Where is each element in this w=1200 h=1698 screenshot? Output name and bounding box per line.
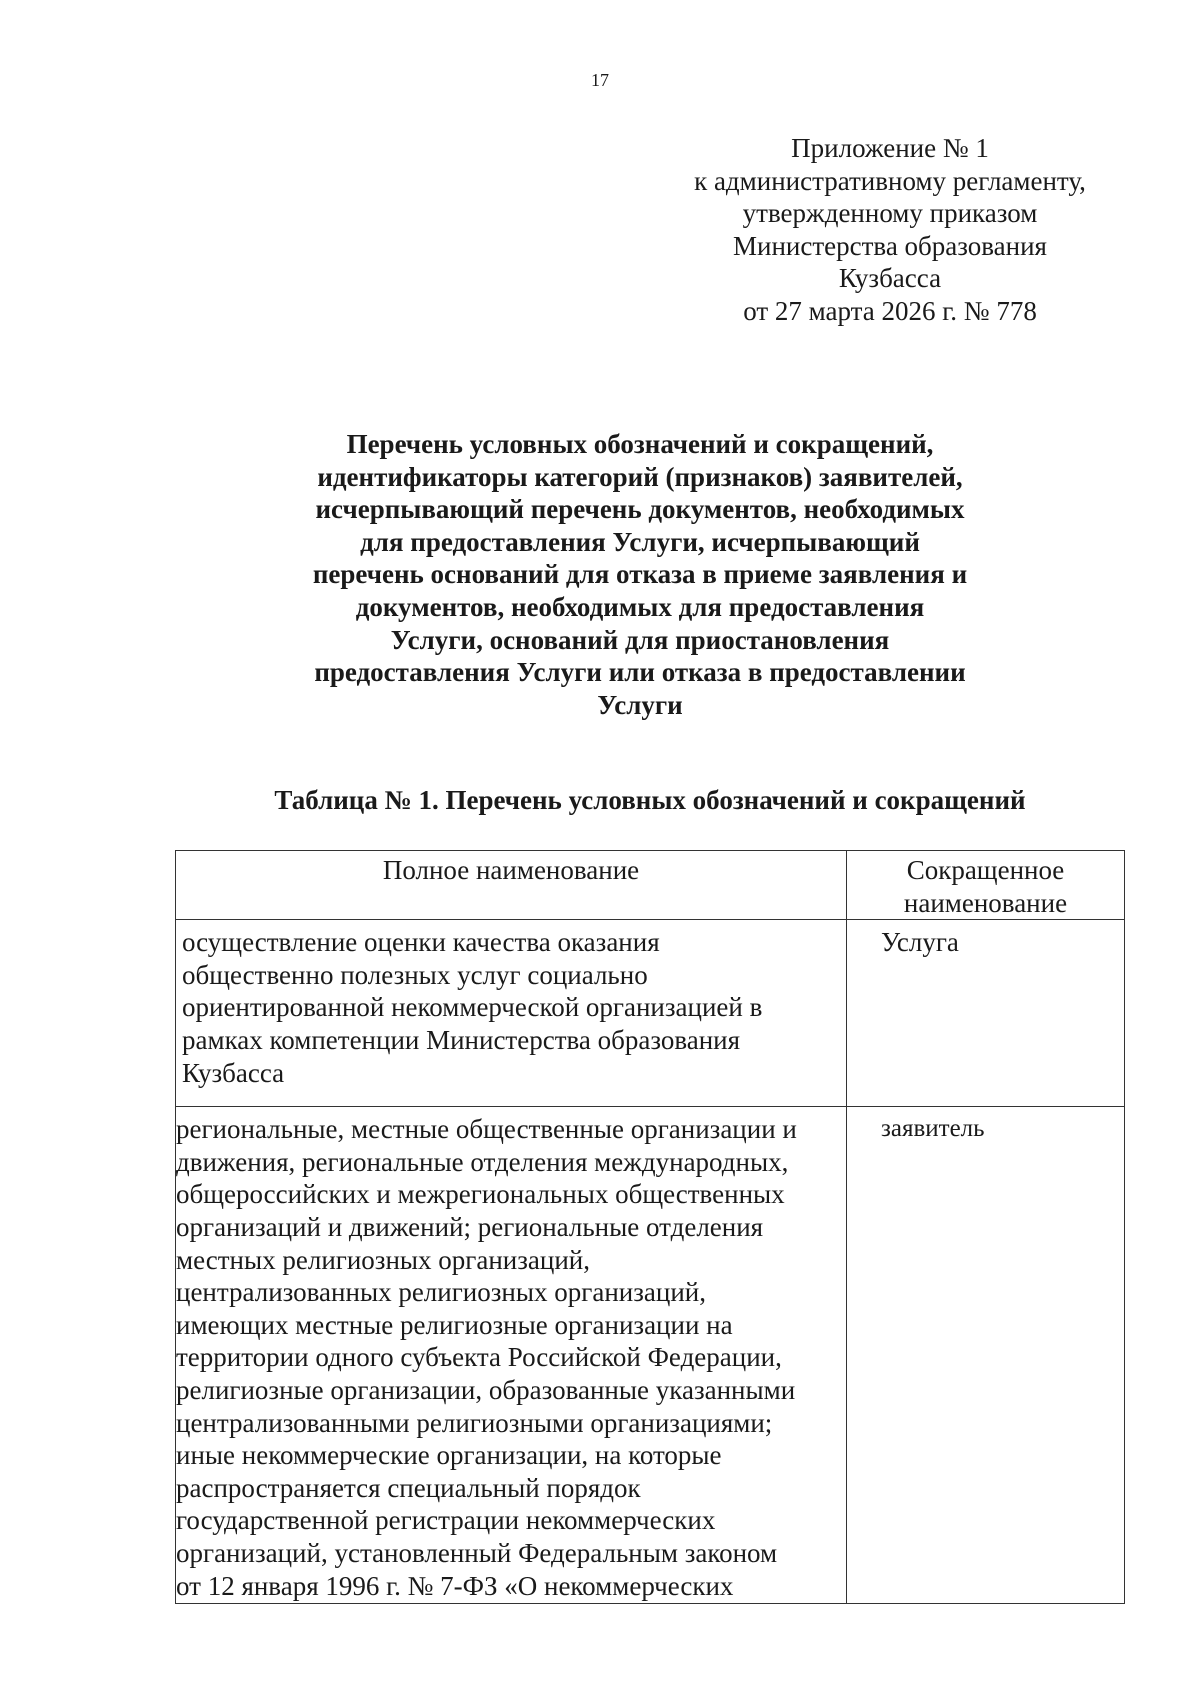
title-line: перечень оснований для отказа в приеме заявления и (312, 559, 968, 590)
header-short-name-line: наименование (903, 887, 1068, 918)
table-caption: Таблица № 1. Перечень условных обозначений и сокращений (274, 785, 1026, 815)
title-line: Перечень условных обозначений и сокращений, (346, 429, 934, 459)
title-line: Услуги, оснований для приостановления (390, 624, 890, 655)
header-short-name (847, 851, 1125, 920)
table-caption-wrap (0, 784, 1200, 816)
appendix-line: Министерства образования (733, 230, 1047, 261)
cell-full-name (176, 1107, 847, 1604)
title-line: исчерпывающий перечень документов, необходимых (315, 494, 965, 525)
cell-line: организаций, установленный Федеральным законом (176, 1537, 778, 1568)
cell-line: движения, региональные отделения международных, (176, 1146, 789, 1177)
cell-line: рамках компетенции Министерства образования (182, 1024, 741, 1055)
appendix-line: утвержденному приказом (742, 198, 1038, 229)
cell-line: общероссийских и межрегиональных общественных (176, 1179, 785, 1210)
header-full-name (176, 851, 847, 920)
header-short-name-line: Сокращенное (906, 855, 1065, 885)
cell-line: государственной регистрации некоммерческих (176, 1505, 716, 1536)
page-number: 17 (591, 70, 609, 90)
cell-short-name: Услуга (847, 920, 1125, 1107)
header-full-name-label: Полное наименование (382, 855, 640, 885)
cell-line: общественно полезных услуг социально (182, 959, 648, 990)
cell-line: региональные, местные общественные организации и (176, 1114, 797, 1145)
abbreviations-table (175, 850, 1125, 1604)
cell-line: имеющих местные религиозные организации на (176, 1309, 733, 1340)
title-line: Услуги (597, 689, 683, 720)
title-line: предоставления Услуги или отказа в предоставлении (314, 657, 966, 688)
title-line: для предоставления Услуги, исчерпывающий (360, 526, 920, 557)
cell-short-name: заявитель (847, 1107, 1125, 1604)
cell-line: от 12 января 1996 г. № 7-ФЗ «О некоммерческих (176, 1570, 734, 1601)
title-line: идентификаторы категорий (признаков) заявителей, (317, 461, 963, 492)
document-title (250, 428, 1030, 721)
title-line: документов, необходимых для предоставления (355, 591, 925, 622)
cell-line: осуществление оценки качества оказания (182, 927, 660, 958)
cell-line: Кузбасса (182, 1057, 285, 1088)
table-row (176, 920, 1125, 1107)
cell-line: местных религиозных организаций, (176, 1244, 591, 1275)
cell-line: религиозные организации, образованные указанными (176, 1374, 796, 1405)
cell-line: ориентированной некоммерческой организацией в (182, 992, 763, 1023)
appendix-header (640, 132, 1140, 328)
cell-full-name (176, 920, 847, 1107)
appendix-line: Кузбасса (838, 263, 942, 294)
appendix-line: от 27 марта 2026 г. № 778 (743, 295, 1037, 326)
table-row (176, 1107, 1125, 1604)
cell-line: централизованными религиозными организациями; (176, 1407, 773, 1438)
cell-line: иные некоммерческие организации, на которые (176, 1440, 722, 1471)
cell-line: территории одного субъекта Российской Федерации, (176, 1342, 782, 1373)
cell-line: распространяется специальный порядок (176, 1472, 641, 1503)
appendix-line: к административному регламенту, (694, 165, 1086, 196)
table-header-row (176, 851, 1125, 920)
appendix-line: Приложение № 1 (791, 133, 989, 163)
cell-line: централизованных религиозных организаций, (176, 1277, 706, 1308)
cell-line: организаций и движений; региональные отделения (176, 1211, 764, 1242)
